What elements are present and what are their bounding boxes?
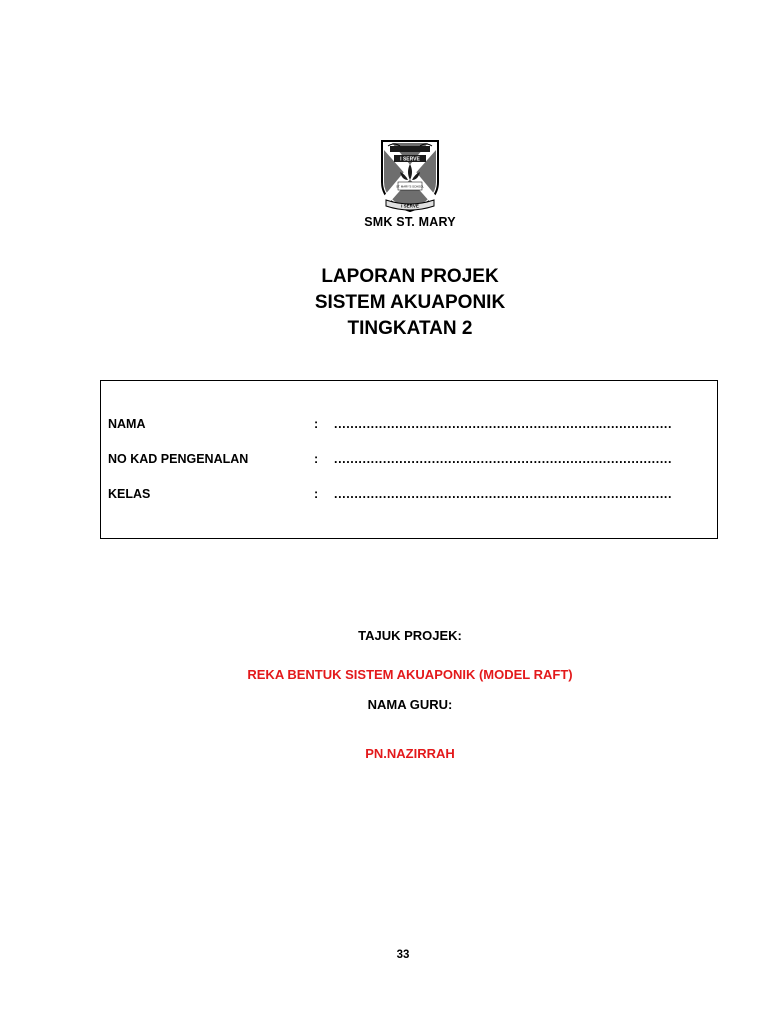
info-label: KELAS bbox=[108, 487, 151, 501]
logo-motto-top: I SERVE bbox=[400, 156, 420, 163]
info-separator: : bbox=[314, 487, 319, 501]
project-title-label: TAJUK PROJEK: bbox=[358, 628, 462, 643]
info-fill-blank: ................................................................................... bbox=[334, 487, 673, 501]
info-fill-blank: ................................................................................... bbox=[334, 452, 673, 466]
teacher-name: PN.NAZIRRAH bbox=[365, 746, 455, 761]
logo-motto-bottom: I SERVE bbox=[401, 203, 419, 209]
logo-school-text: ST. MARY'S SCHOOL bbox=[396, 184, 424, 189]
title-line-3: TINGKATAN 2 bbox=[347, 318, 473, 339]
school-crest-icon bbox=[378, 138, 442, 214]
info-separator: : bbox=[314, 452, 319, 466]
student-info-box bbox=[100, 380, 718, 539]
page-number: 33 bbox=[396, 949, 410, 961]
title-line-1: LAPORAN PROJEK bbox=[321, 266, 499, 287]
title-line-2: SISTEM AKUAPONIK bbox=[314, 292, 506, 313]
report-title bbox=[0, 264, 768, 342]
info-separator: : bbox=[314, 417, 319, 431]
info-fill-blank: ................................................................................... bbox=[334, 417, 673, 431]
info-label: NAMA bbox=[108, 417, 146, 431]
project-title-value: REKA BENTUK SISTEM AKUAPONIK (MODEL RAFT) bbox=[247, 667, 573, 682]
teacher-label: NAMA GURU: bbox=[367, 697, 453, 712]
info-label: NO KAD PENGENALAN bbox=[108, 452, 249, 466]
school-name: SMK ST. MARY bbox=[364, 215, 456, 229]
